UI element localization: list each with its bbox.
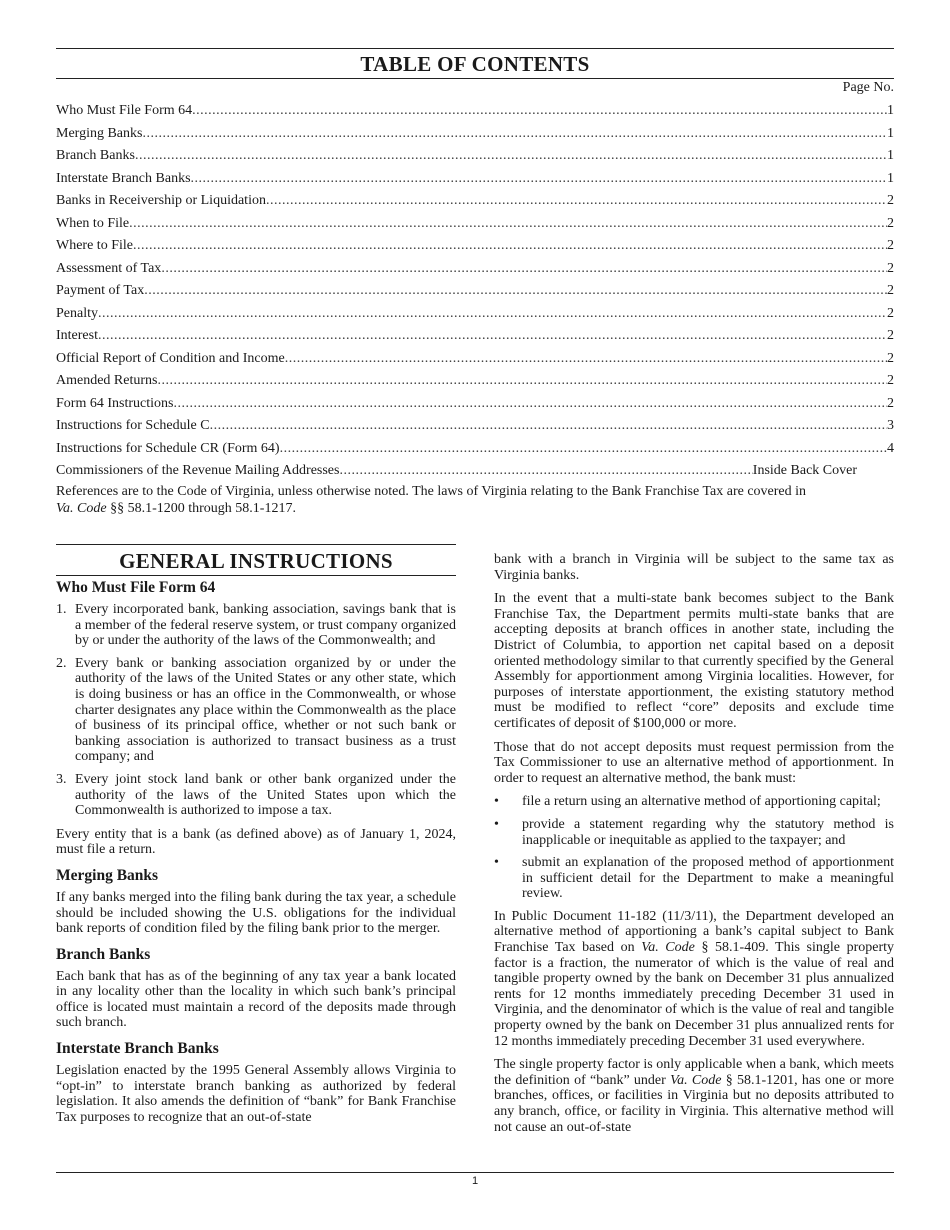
list-item xyxy=(56,656,456,765)
list-number: 3. xyxy=(56,771,67,787)
toc-entry-page: 2 xyxy=(887,238,894,253)
toc-leader-dots xyxy=(98,325,887,348)
toc-entry-page: 3 xyxy=(887,418,894,433)
toc-entry-page: 1 xyxy=(887,148,894,163)
left-column xyxy=(56,544,456,1133)
toc-entry xyxy=(56,168,894,191)
public-document-cite: Va. Code xyxy=(641,940,695,956)
toc-leader-dots xyxy=(285,348,887,371)
list-item xyxy=(56,772,456,819)
public-document-text-b: § 58.1-409. This single property factor is a fraction, the numerator of which is the value of real and tangible property owned by the bank on December 31 plus annualized rents for 12 months immediately preceding December 31 used in Virginia, and the denominator of which is the value of real and tangible property owned by the bank on December 31 plus annualized rents for 12 months immediately preceding December 31 used everywhere. xyxy=(494,940,895,1049)
single-property-cite: Va. Code xyxy=(670,1072,722,1088)
merging-banks-text: If any banks merged into the filing bank during the tax year, a schedule should be included showing the U.S. obligations for the individual bank reports of condition filed by the filing bank prior to the merger. xyxy=(56,889,456,937)
references-text: References are to the Code of Virginia, unless otherwise noted. The laws of Virginia relating to the Bank Franchise Tax are covered in xyxy=(56,484,807,499)
toc-leader-dots xyxy=(280,438,887,461)
list-text: provide a statement regarding why the statutory method is inapplicable or inequitable as applied to the taxpayer; and xyxy=(522,816,894,848)
merging-banks-heading: Merging Banks xyxy=(56,866,159,884)
toc-top-rule xyxy=(56,48,894,49)
toc-entry-label: Payment of Tax xyxy=(56,283,145,298)
toc-list xyxy=(56,100,894,483)
toc-entry-label: Instructions for Schedule C xyxy=(56,418,210,433)
list-item xyxy=(494,817,894,848)
single-property-text-a: The single property factor is only applicable when a bank, which meets the definition of “bank” under xyxy=(494,1057,894,1088)
page-number: 1 xyxy=(471,1175,479,1187)
toc-entry xyxy=(56,370,894,393)
toc-leader-dots xyxy=(339,460,752,483)
toc-entry xyxy=(56,303,894,326)
toc-entry xyxy=(56,280,894,303)
toc-entry-label: Official Report of Condition and Income xyxy=(56,350,285,366)
toc-leader-dots xyxy=(192,100,887,123)
toc-entry-label: Who Must File Form 64 xyxy=(56,103,193,118)
branch-banks-heading: Branch Banks xyxy=(56,945,151,963)
interstate-branch-banks-text: Legislation enacted by the 1995 General Assembly allows Virginia to “opt-in” to interstate branch banking as authorized by federal legislation. It also amends the definition of “bank” for Bank Franchise Tax purposes to recognize that an out-of-state xyxy=(56,1063,456,1125)
toc-entry-label: Commissioners of the Revenue Mailing Addresses xyxy=(56,463,340,478)
toc-entry-label: Interest xyxy=(56,328,98,343)
list-text: Every bank or banking association organized by or under the authority of the laws of the United States or any other state, which is doing business or has an office in the Commonwealth, or whose charter designates any place within the Commonwealth as the place of business of its principal office, whether or not such bank or banking association is authorized to transact business as a trust company; and xyxy=(75,655,456,765)
toc-entry-label: Interstate Branch Banks xyxy=(56,170,191,186)
toc-entry xyxy=(56,460,857,483)
branch-banks-text: Each bank that has as of the beginning of any tax year a bank located in any locality other than the locality in which such bank’s principal office is located must maintain a record of the deposits made through such branch. xyxy=(56,968,456,1031)
references-cite: Va. Code xyxy=(56,500,107,516)
toc-entry-label: Banks in Receivership or Liquidation xyxy=(56,193,266,208)
bullet-icon: • xyxy=(494,794,499,810)
toc-entry-page: 1 xyxy=(887,125,894,141)
general-bottom-rule xyxy=(56,575,456,576)
public-document-text-a: In Public Document 11-182 (11/3/11), the Department developed an alternative method of apportioning a bank’s capital subject to Bank Franchise Tax based on xyxy=(494,908,894,956)
bullet-icon: • xyxy=(494,816,499,832)
toc-entry xyxy=(56,393,894,416)
right-column xyxy=(494,552,894,1143)
single-property-paragraph xyxy=(494,1057,894,1135)
toc-entry xyxy=(56,438,894,461)
toc-leader-dots xyxy=(210,415,887,438)
list-text: Every incorporated bank, banking association, savings bank that is a member of the federal reserve system, or trust company organized by or under the authority of the laws of the Commonwealth; and xyxy=(75,602,456,649)
toc-entry-label: Merging Banks xyxy=(56,125,143,141)
alternative-method-list xyxy=(494,794,894,902)
toc-entry-label: Where to File xyxy=(56,238,133,253)
multistate-paragraph: In the event that a multi-state bank becomes subject to the Bank Franchise Tax, the Department permits multi-state banks that are accepting deposits at branch offices in another state, including the District of Columbia, to apportion net capital based on a deposit oriented methodology similar to that currently specified by the General Assembly for apportionment among Virginia localities. However, for purposes of interstate apportionment, the existing statutory method must be modified to reflect “core” deposits and exclude time certificates of deposit of $100,000 or more. xyxy=(494,591,894,731)
toc-entry-label: Branch Banks xyxy=(56,148,135,163)
toc-entry xyxy=(56,100,894,123)
who-must-file-list xyxy=(56,602,456,819)
toc-entry xyxy=(56,123,894,146)
toc-leader-dots xyxy=(144,280,887,303)
toc-entry xyxy=(56,190,894,213)
list-item xyxy=(56,602,456,649)
toc-entry xyxy=(56,258,894,281)
toc-page-header: Page No. xyxy=(842,80,894,95)
toc-leader-dots xyxy=(173,393,887,416)
list-number: 1. xyxy=(56,602,67,617)
list-text: submit an explanation of the proposed method of apportionment in sufficient detail for the Department to make a meaningful review. xyxy=(522,855,894,902)
list-text: file a return using an alternative method of apportioning capital; xyxy=(522,794,881,810)
toc-leader-dots xyxy=(157,370,887,393)
toc-leader-dots xyxy=(161,258,887,281)
toc-entry-label: Penalty xyxy=(56,305,98,321)
single-property-text-b: § 58.1-1201, has one or more branches, offices, or facilities in Virginia but no deposits attributed to any branch, office, or facility in Virginia. This alternative method will not cause an out-of-state xyxy=(494,1072,895,1135)
who-must-file-heading: Who Must File Form 64 xyxy=(56,579,216,596)
toc-entry-page: 2 xyxy=(887,328,894,343)
list-item xyxy=(494,794,894,810)
toc-leader-dots xyxy=(98,303,887,326)
public-document-paragraph xyxy=(494,909,894,1049)
bullet-icon: • xyxy=(494,855,499,871)
toc-entry-page: 2 xyxy=(887,215,894,231)
toc-entry-page: 2 xyxy=(887,373,894,388)
list-item xyxy=(494,855,894,902)
list-number: 2. xyxy=(56,655,67,671)
toc-entry-page: 1 xyxy=(887,103,894,118)
no-deposits-paragraph: Those that do not accept deposits must request permission from the Tax Commissioner to use an alternative method of apportionment. In order to request an alternative method, the bank must: xyxy=(494,739,894,786)
toc-entry xyxy=(56,145,894,168)
interstate-continued-text: bank with a branch in Virginia will be subject to the same tax as Virginia banks. xyxy=(494,552,894,583)
references-tail: §§ 58.1-1200 through 58.1-1217. xyxy=(110,500,296,516)
references-note xyxy=(56,484,894,517)
toc-entry-label: Form 64 Instructions xyxy=(56,395,174,411)
toc-entry xyxy=(56,325,894,348)
toc-entry-label: When to File xyxy=(56,215,130,231)
toc-entry-page: 2 xyxy=(887,395,894,411)
toc-entry-page: 2 xyxy=(887,283,894,298)
toc-entry-page: Inside Back Cover xyxy=(752,463,857,478)
toc-leader-dots xyxy=(133,235,887,258)
toc-entry-label: Assessment of Tax xyxy=(56,260,162,276)
toc-entry-page: 2 xyxy=(887,350,894,366)
toc-entry-page: 2 xyxy=(887,260,894,276)
toc-leader-dots xyxy=(191,168,887,191)
toc-entry xyxy=(56,235,894,258)
toc-leader-dots xyxy=(135,145,887,168)
toc-entry-page: 2 xyxy=(887,305,894,321)
interstate-branch-banks-heading: Interstate Branch Banks xyxy=(56,1040,219,1058)
toc-leader-dots xyxy=(266,190,887,213)
toc-entry-label: Instructions for Schedule CR (Form 64) xyxy=(56,440,280,456)
footer-rule xyxy=(56,1172,894,1173)
toc-entry-page: 4 xyxy=(887,440,894,456)
toc-entry-page: 2 xyxy=(887,193,894,208)
general-top-rule xyxy=(56,544,456,545)
list-text: Every joint stock land bank or other bank organized under the authority of the laws of the United States upon which the Commonwealth is authorized to impose a tax. xyxy=(75,771,456,819)
toc-entry-label: Amended Returns xyxy=(56,373,158,388)
toc-entry xyxy=(56,415,894,438)
toc-leader-dots xyxy=(129,213,887,236)
toc-bottom-rule xyxy=(56,78,894,79)
toc-entry xyxy=(56,213,894,236)
toc-title: TABLE OF CONTENTS xyxy=(360,52,590,76)
toc-leader-dots xyxy=(142,123,887,146)
general-instructions-title: GENERAL INSTRUCTIONS xyxy=(119,549,393,573)
toc-entry-page: 1 xyxy=(887,170,894,186)
who-must-file-closing: Every entity that is a bank (as defined above) as of January 1, 2024, must file a return. xyxy=(56,826,456,858)
toc-entry xyxy=(56,348,894,371)
